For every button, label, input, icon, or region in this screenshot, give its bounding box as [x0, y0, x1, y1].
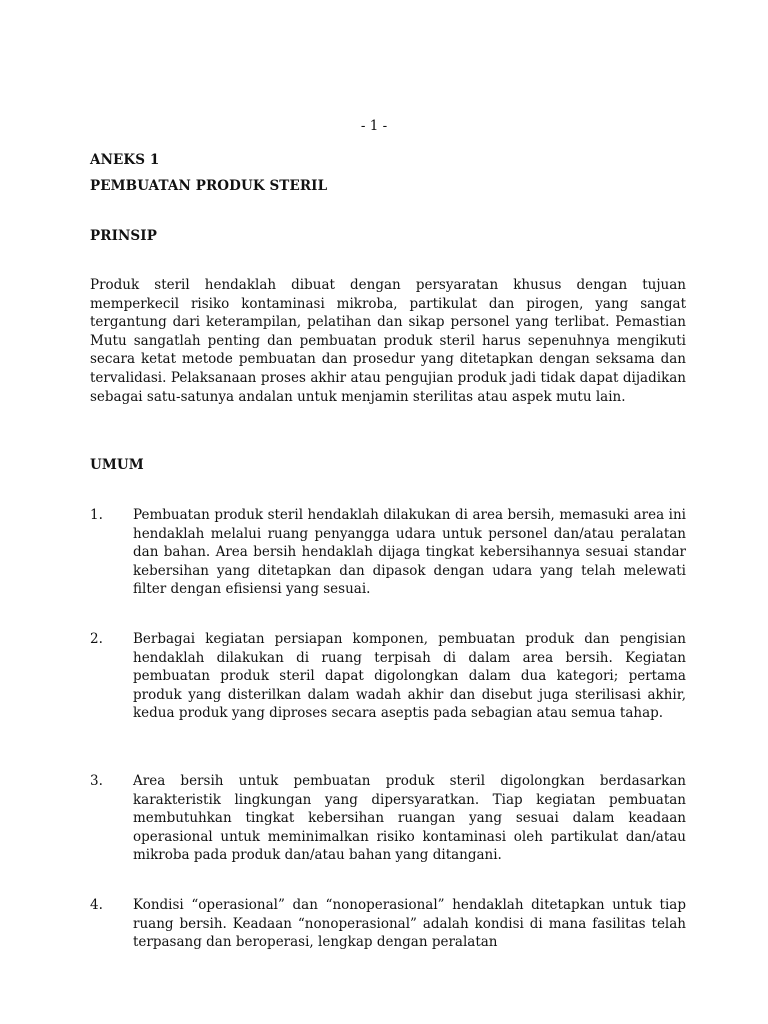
list-item-number: 4.	[90, 897, 103, 913]
principle-paragraph: Produk steril hendaklah dibuat dengan persyaratan khusus dengan tujuan memperkecil risiko kontaminasi mikroba, partikulat dan pirogen, yang sangat tergantung dari keterampilan, pelatihan dan sikap personel yang terlibat. Pemastian Mutu sangatlah penting dan pembuatan produk steril harus sepenuhnya mengikuti secara ketat metode pembuatan dan prosedur yang ditetapkan dengan seksama dan tervalidasi. Pelaksanaan proses akhir atau pengujian produk jadi tidak dapat dijadikan sebagai satu-satunya andalan untuk menjamin sterilitas atau aspek mutu lain.	[90, 277, 686, 405]
annex-title: ANEKS 1	[90, 152, 160, 168]
page-number: - 1 -	[360, 118, 388, 134]
list-item-text: Kondisi “operasional” dan “nonoperasional” hendaklah ditetapkan untuk tiap ruang bersih. Keadaan “nonoperasional” adalah kondisi di mana fasilitas telah terpasang dan beroperasi, lengkap dengan peralatan	[133, 897, 686, 951]
section-heading-general: UMUM	[90, 457, 144, 473]
section-heading-principle: PRINSIP	[90, 228, 157, 244]
list-item-text: Area bersih untuk pembuatan produk steril digolongkan berdasarkan karakteristik lingkungan yang dipersyaratkan. Tiap kegiatan pembuatan membutuhkan tingkat kebersihan ruangan yang sesuai dalam keadaan operasional untuk meminimalkan risiko kontaminasi oleh partikulat dan/atau mikroba pada produk dan/atau bahan yang ditangani.	[133, 773, 686, 864]
list-item-number: 2.	[90, 631, 103, 647]
list-item-text: Pembuatan produk steril hendaklah dilakukan di area bersih, memasuki area ini hendaklah melalui ruang penyangga udara untuk personel dan/atau peralatan dan bahan. Area bersih hendaklah dijaga tingkat kebersihannya sesuai standar kebersihan yang ditetapkan dan dipasok dengan udara yang telah melewati filter dengan efisiensi yang sesuai.	[133, 507, 686, 598]
list-item-number: 3.	[90, 773, 103, 789]
list-item-text: Berbagai kegiatan persiapan komponen, pembuatan produk dan pengisian hendaklah dilakukan di ruang terpisah di dalam area bersih. Kegiatan pembuatan produk steril dapat digolongkan dalam dua kategori; pertama produk yang disterilkan dalam wadah akhir dan disebut juga sterilisasi akhir, kedua produk yang diproses secara aseptis pada sebagian atau semua tahap.	[133, 631, 686, 722]
document-title: PEMBUATAN PRODUK STERIL	[90, 178, 328, 194]
list-item-number: 1.	[90, 507, 103, 523]
